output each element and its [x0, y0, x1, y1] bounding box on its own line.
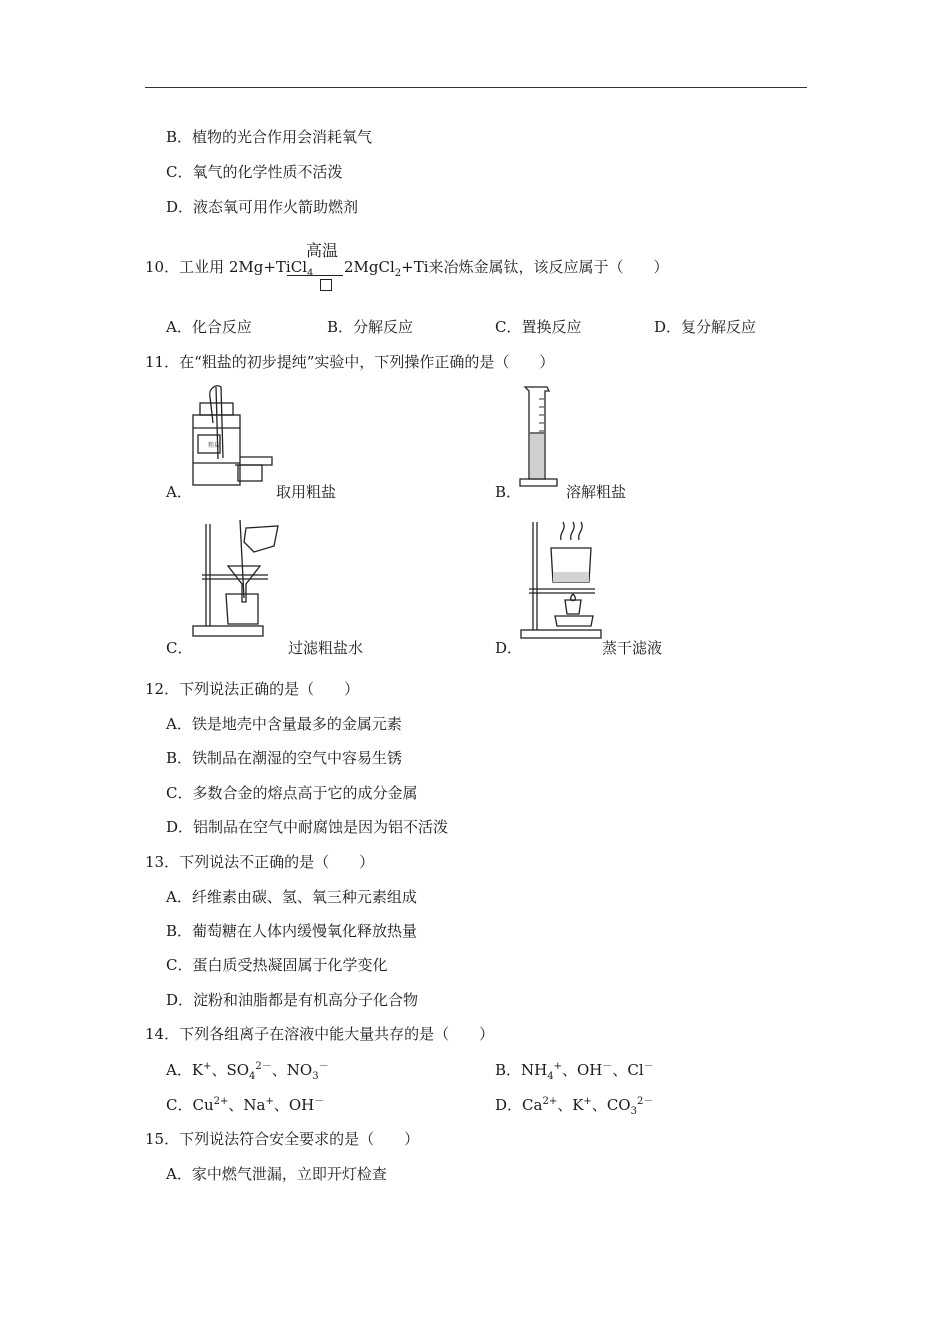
q11-option-c-letter: C． — [166, 639, 193, 657]
q9-option-c: C．氧气的化学性质不活泼 — [166, 163, 343, 181]
q11-stem: 11．在“粗盐的初步提纯”实验中，下列操作正确的是（ ） — [145, 353, 555, 371]
q9-option-b: B．植物的光合作用会消耗氧气 — [166, 128, 373, 146]
q12-option-c: C．多数合金的熔点高于它的成分金属 — [166, 784, 418, 802]
q15-stem: 15．下列说法符合安全要求的是（ ） — [145, 1130, 420, 1148]
q12-option-b: B．铁制品在潮湿的空气中容易生锈 — [166, 749, 403, 767]
q14-option-c: C．$Cu^{2+}$、Na+、OH－ — [166, 1096, 325, 1114]
q10-option-a: A．化合反应 — [166, 318, 252, 336]
evaporation-apparatus-icon — [515, 518, 615, 640]
q11-option-b-letter: B． — [495, 483, 522, 501]
q14-stem: 14．下列各组离子在溶液中能大量共存的是（ ） — [145, 1025, 495, 1043]
q10-option-b: B．分解反应 — [327, 318, 414, 336]
q11-option-b-label: 溶解粗盐 — [566, 483, 627, 501]
q11-option-d-letter: D． — [495, 639, 523, 657]
q13-option-c: C．蛋白质受热凝固属于化学变化 — [166, 956, 388, 974]
q14-option-b: B．$NH_4^+$、OH－、Cl－ — [495, 1061, 654, 1082]
bottle-label-text: 粗盐 — [208, 443, 221, 449]
q13-option-a: A．纤维素由碳、氢、氧三种元素组成 — [166, 888, 417, 906]
q10-placeholder-box-icon — [320, 279, 332, 291]
header-rule — [145, 87, 807, 88]
q12-option-a: A．铁是地壳中含量最多的金属元素 — [166, 715, 402, 733]
q13-stem: 13．下列说法不正确的是（ ） — [145, 853, 375, 871]
q11-option-c-label: 过滤粗盐水 — [288, 639, 364, 657]
q12-stem: 12．下列说法正确的是（ ） — [145, 680, 360, 698]
q10-option-c: C．置换反应 — [495, 318, 582, 336]
q14-option-a: A．K+、$SO_4^{2-}$、$NO_3^-$ — [166, 1061, 329, 1082]
bottle-and-spoon-icon — [188, 383, 278, 491]
q10-condition: 高温 — [306, 241, 339, 260]
q10-stem: 10．工业用 2Mg+TiCl$_4$ — [145, 258, 314, 279]
q15-option-a: A．家中燃气泄漏，立即开灯检查 — [166, 1165, 387, 1183]
q10-products: 2MgCl$_2$+Ti来冶炼金属钛，该反应属于（ ） — [344, 258, 669, 279]
measuring-cylinder-icon — [515, 385, 565, 491]
q11-option-a-label: 取用粗盐 — [276, 483, 337, 501]
q12-option-d: D．铝制品在空气中耐腐蚀是因为铝不活泼 — [166, 818, 449, 836]
q9-option-d: D．液态氧可用作火箭助燃剂 — [166, 198, 359, 216]
q13-option-b: B．葡萄糖在人体内缓慢氧化释放热量 — [166, 922, 418, 940]
q14-option-d: D．$Ca^{2+}$、K+、$CO_3^{2-}$ — [495, 1096, 654, 1117]
q11-option-d-label: 蒸干滤液 — [602, 639, 663, 657]
q13-option-d: D．淀粉和油脂都是有机高分子化合物 — [166, 991, 419, 1009]
q10-option-d: D．复分解反应 — [654, 318, 757, 336]
filtration-apparatus-icon — [188, 518, 288, 640]
q11-option-a-letter: A． — [166, 483, 192, 501]
q10-reaction-arrow — [287, 275, 343, 276]
